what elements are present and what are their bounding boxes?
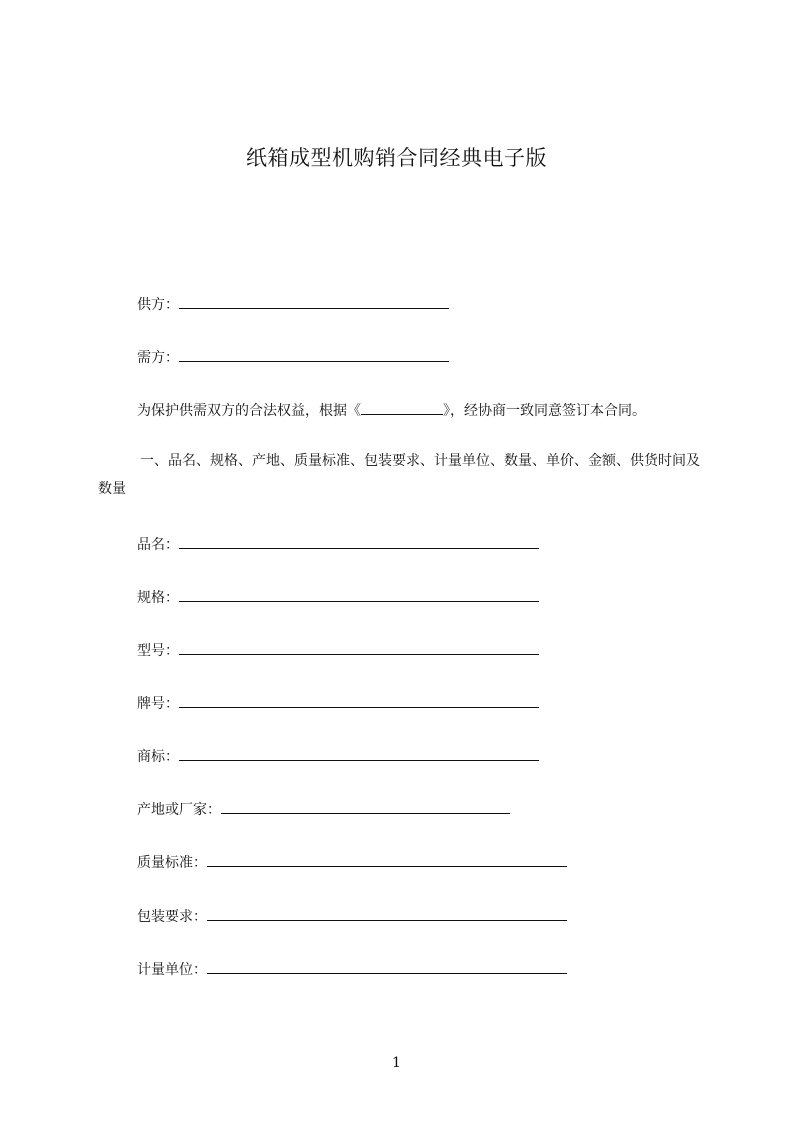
buyer-blank[interactable] xyxy=(179,345,449,362)
model-blank[interactable] xyxy=(179,638,539,655)
brand-blank[interactable] xyxy=(179,691,539,708)
quality-standard-label: 质量标准： xyxy=(137,855,207,871)
origin-blank[interactable] xyxy=(221,797,510,814)
field-brand xyxy=(137,691,539,714)
trademark-label: 商标： xyxy=(137,749,179,765)
specification-blank[interactable] xyxy=(179,585,539,602)
brand-label: 牌号： xyxy=(137,696,179,712)
field-origin xyxy=(137,797,510,820)
field-unit xyxy=(137,957,567,980)
supplier-line xyxy=(137,292,449,315)
field-specification xyxy=(137,585,539,608)
clause-1-heading: 一、品名、规格、产地、质量标准、包装要求、计量单位、数量、单价、金额、供货时间及数量 xyxy=(98,453,700,497)
buyer-line xyxy=(137,345,449,368)
law-name-blank[interactable] xyxy=(361,398,443,415)
product-name-label: 品名： xyxy=(137,537,179,553)
preamble xyxy=(137,398,646,421)
preamble-before: 为保护供需双方的合法权益，根据《 xyxy=(137,403,361,419)
product-name-blank[interactable] xyxy=(179,532,539,549)
quality-standard-blank[interactable] xyxy=(207,850,567,867)
page-number: 1 xyxy=(392,1055,401,1071)
specification-label: 规格： xyxy=(137,590,179,606)
preamble-after: 》，经协商一致同意签订本合同。 xyxy=(443,403,646,419)
field-packaging xyxy=(137,904,567,927)
field-model xyxy=(137,638,539,661)
packaging-label: 包装要求： xyxy=(137,909,207,925)
origin-label: 产地或厂家： xyxy=(137,802,221,818)
buyer-label: 需方： xyxy=(137,350,179,366)
unit-blank[interactable] xyxy=(207,957,567,974)
packaging-blank[interactable] xyxy=(207,904,567,921)
supplier-label: 供方： xyxy=(137,297,179,313)
trademark-blank[interactable] xyxy=(179,744,539,761)
document-title: 纸箱成型机购销合同经典电子版 xyxy=(246,146,547,170)
field-trademark xyxy=(137,744,539,767)
field-quality-standard xyxy=(137,850,567,873)
unit-label: 计量单位： xyxy=(137,962,207,978)
model-label: 型号： xyxy=(137,643,179,659)
field-product-name xyxy=(137,532,539,555)
supplier-blank[interactable] xyxy=(179,292,449,309)
